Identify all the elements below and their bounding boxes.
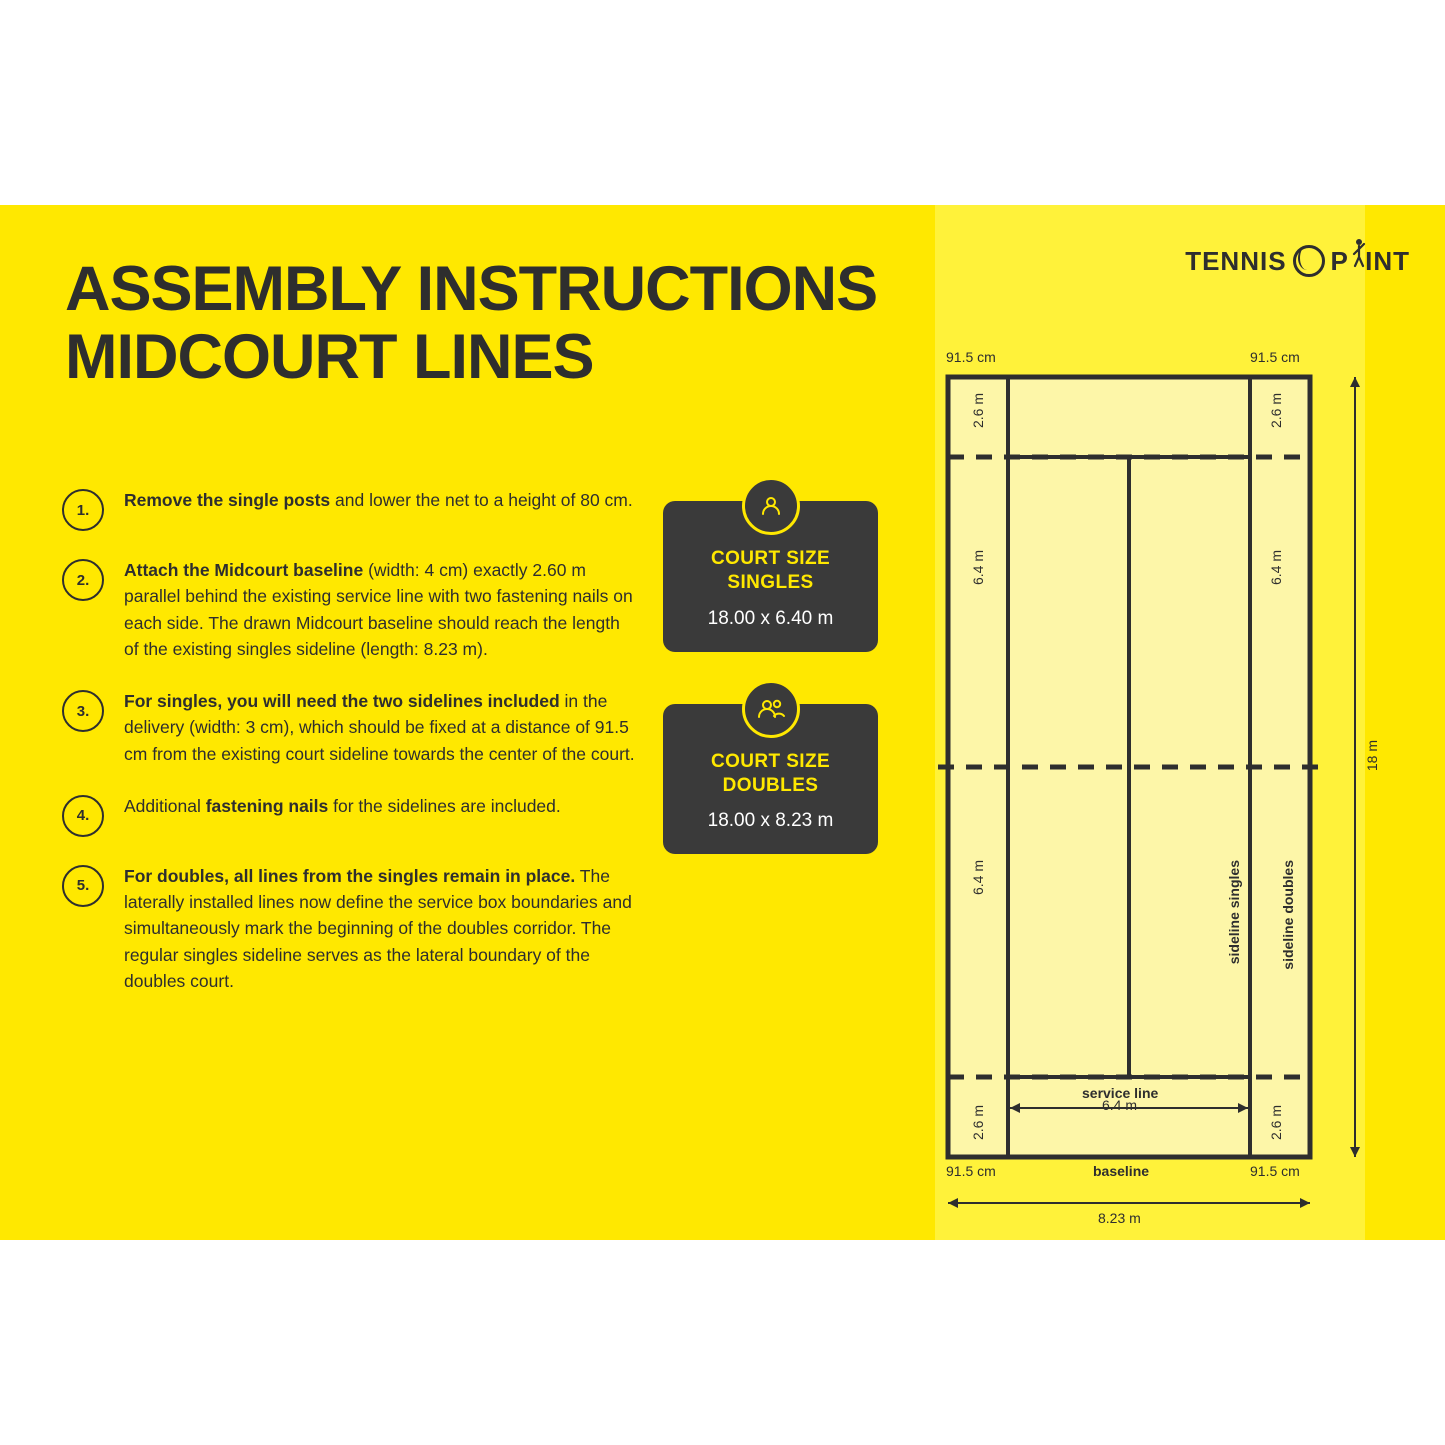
label-length-arrow: 18 m <box>1364 740 1380 772</box>
tennis-player-icon <box>1352 237 1366 271</box>
label-bottom-right-depth: 2.6 m <box>1268 1105 1284 1141</box>
step-number: 1. <box>62 489 104 531</box>
step-text <box>124 688 637 767</box>
two-people-icon <box>742 680 800 738</box>
card-value: 18.00 x 8.23 m <box>707 810 834 832</box>
step-text <box>124 863 637 994</box>
tennis-ball-icon <box>1293 245 1325 277</box>
step-text-prefix: Additional <box>124 795 206 816</box>
label-width-arrow-inner: 6.4 m <box>1102 1097 1138 1113</box>
card-title <box>673 547 868 596</box>
label-left-width-upper: 6.4 m <box>970 550 986 586</box>
title-line-2: MIDCOURT LINES <box>65 322 594 393</box>
label-baseline: baseline <box>1093 1163 1150 1179</box>
step-text-rest: and lower the net to a height of 80 cm. <box>330 490 633 510</box>
card-title-line2: DOUBLES <box>722 774 819 796</box>
card-title-line1: COURT SIZE <box>710 548 831 569</box>
step-text-bold: For singles, you will need the two sidelines included <box>124 691 560 711</box>
card-title-line1: COURT SIZE <box>710 750 831 772</box>
step-text-rest: in the delivery (width: 3 cm), which should be fixed at a distance of 91.5 cm from the existing court sideline towards the center of the court. <box>124 691 635 764</box>
card-court-size-singles <box>663 501 878 652</box>
step-text-rest: The laterally installed lines now define the service box boundaries and simultaneously mark the beginning of the doubles corridor. The regular singles sideline serves as the lateral boundary of the doubles court. <box>124 865 632 991</box>
step-number: 4. <box>62 795 104 837</box>
brand-name-left: TENNIS <box>1185 245 1287 276</box>
step-number: 5. <box>62 865 104 907</box>
label-right-width-upper: 6.4 m <box>1268 550 1284 586</box>
step-text-bold: Attach the Midcourt baseline <box>124 560 364 580</box>
step-text-bold: For doubles, all lines from the singles remain in place. <box>124 865 576 886</box>
label-top-right-corridor: 91.5 cm <box>1250 349 1300 365</box>
step-number: 3. <box>62 690 104 732</box>
court-size-cards <box>663 501 878 906</box>
instruction-steps <box>62 487 637 1020</box>
court-diagram <box>930 335 1400 1226</box>
title-line-1: ASSEMBLY INSTRUCTIONS <box>65 254 878 324</box>
brand-logo <box>1185 245 1410 277</box>
brand-name-right2: INT <box>1365 245 1410 276</box>
court-diagram-svg <box>930 335 1400 1215</box>
step-number: 2. <box>62 559 104 601</box>
list-item <box>62 487 637 531</box>
list-item <box>62 688 637 767</box>
label-service-line: service line <box>1082 1085 1159 1101</box>
step-text-bold: fastening nails <box>205 795 329 816</box>
card-title-line2: SINGLES <box>727 572 814 594</box>
label-bottom-left-depth: 2.6 m <box>970 1105 986 1141</box>
label-top-left-corridor: 91.5 cm <box>946 349 996 365</box>
label-top-right-depth: 2.6 m <box>1268 393 1284 429</box>
list-item <box>62 863 637 994</box>
poster <box>0 205 1445 1240</box>
brand-player-wrap <box>1353 246 1361 277</box>
label-width-arrow-outer: 8.23 m <box>1098 1210 1141 1226</box>
step-text-bold: Remove the single posts <box>124 490 331 510</box>
label-left-width-lower: 6.4 m <box>970 860 986 896</box>
list-item <box>62 557 637 662</box>
label-bottom-left-corridor: 91.5 cm <box>946 1163 996 1179</box>
step-text <box>124 793 561 819</box>
page-title <box>65 255 877 391</box>
step-text <box>124 487 633 513</box>
step-text-rest: (width: 4 cm) exactly 2.60 m parallel behind the existing service line with two fastening nails on each side. The drawn Midcourt baseline should reach the length of the existing singles sideline (length: 8.23 m). <box>124 560 633 659</box>
step-text-rest: for the sidelines are included. <box>328 795 561 816</box>
label-top-left-depth: 2.6 m <box>970 393 986 429</box>
card-title <box>673 750 868 799</box>
list-item <box>62 793 637 837</box>
step-text <box>124 557 637 662</box>
label-bottom-right-corridor: 91.5 cm <box>1250 1163 1300 1179</box>
label-sideline-doubles: sideline doubles <box>1280 860 1296 970</box>
card-court-size-doubles <box>663 704 878 855</box>
single-person-icon <box>742 477 800 535</box>
label-sideline-singles: sideline singles <box>1226 860 1242 965</box>
brand-name-right: P <box>1330 245 1349 276</box>
card-value: 18.00 x 6.40 m <box>707 607 834 629</box>
